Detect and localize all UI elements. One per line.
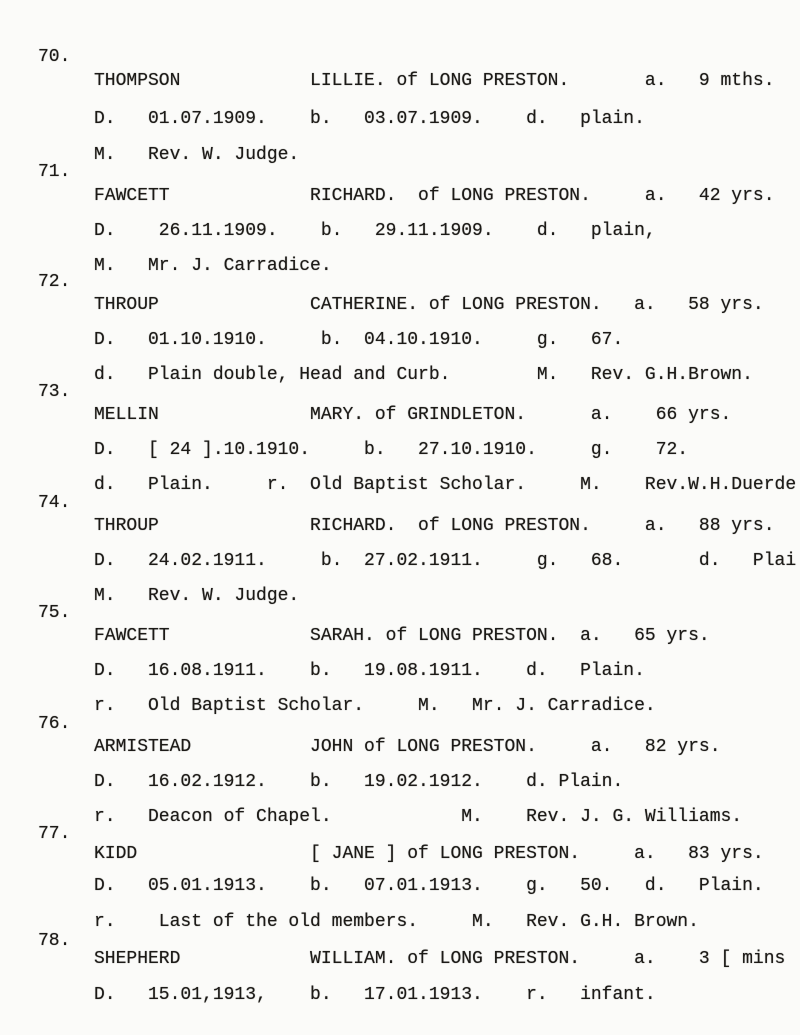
entry-line-dates: D. 15.01,1913, b. 17.01.1913. r. infant. bbox=[94, 985, 656, 1005]
entry-line-name: SHEPHERD WILLIAM. of LONG PRESTON. a. 3 [ mins bbox=[94, 949, 786, 969]
entry-line-name: KIDD [ JANE ] of LONG PRESTON. a. 83 yrs. bbox=[94, 844, 764, 864]
entry-line-details: M. Rev. W. Judge. bbox=[94, 586, 300, 606]
entry-number: 73. bbox=[38, 382, 71, 402]
entry-line-dates: D. 16.08.1911. b. 19.08.1911. d. Plain. bbox=[94, 661, 645, 681]
entry-line-dates: D. 16.02.1912. b. 19.02.1912. d. Plain. bbox=[94, 772, 624, 792]
entry-line-details: M. Rev. W. Judge. bbox=[94, 145, 300, 165]
entry-number: 78. bbox=[38, 931, 71, 951]
entry-number: 75. bbox=[38, 603, 71, 623]
entry-number: 76. bbox=[38, 714, 71, 734]
entry-line-name: ARMISTEAD JOHN of LONG PRESTON. a. 82 yrs. bbox=[94, 737, 721, 757]
entry-line-name: THROUP RICHARD. of LONG PRESTON. a. 88 yrs. bbox=[94, 516, 775, 536]
entry-line-details: r. Old Baptist Scholar. M. Mr. J. Carradice. bbox=[94, 696, 656, 716]
entry-line-name: FAWCETT RICHARD. of LONG PRESTON. a. 42 yrs. bbox=[94, 186, 775, 206]
entry-line-name: MELLIN MARY. of GRINDLETON. a. 66 yrs. bbox=[94, 405, 732, 425]
entry-line-dates: D. 24.02.1911. b. 27.02.1911. g. 68. d. Plai bbox=[94, 551, 797, 571]
entry-line-dates: D. 01.10.1910. b. 04.10.1910. g. 67. bbox=[94, 330, 624, 350]
entry-number: 70. bbox=[38, 47, 71, 67]
entry-line-name: THOMPSON LILLIE. of LONG PRESTON. a. 9 mths. bbox=[94, 71, 775, 91]
entry-line-details: d. Plain double, Head and Curb. M. Rev. G.H.Brown. bbox=[94, 365, 753, 385]
entry-line-name: FAWCETT SARAH. of LONG PRESTON. a. 65 yrs. bbox=[94, 626, 710, 646]
entry-line-dates: D. 01.07.1909. b. 03.07.1909. d. plain. bbox=[94, 109, 645, 129]
entry-line-details: r. Last of the old members. M. Rev. G.H. Brown. bbox=[94, 912, 699, 932]
entry-number: 71. bbox=[38, 162, 71, 182]
entry-number: 74. bbox=[38, 493, 71, 513]
entry-number: 72. bbox=[38, 272, 71, 292]
entry-line-dates: D. 26.11.1909. b. 29.11.1909. d. plain, bbox=[94, 221, 656, 241]
entry-line-dates: D. 05.01.1913. b. 07.01.1913. g. 50. d. Plain. bbox=[94, 876, 764, 896]
entry-line-details: M. Mr. J. Carradice. bbox=[94, 256, 332, 276]
entry-line-name: THROUP CATHERINE. of LONG PRESTON. a. 58 yrs. bbox=[94, 295, 764, 315]
entry-line-details: r. Deacon of Chapel. M. Rev. J. G. Williams. bbox=[94, 807, 743, 827]
entry-line-dates: D. [ 24 ].10.1910. b. 27.10.1910. g. 72. bbox=[94, 440, 689, 460]
entry-number: 77. bbox=[38, 824, 71, 844]
entry-line-details: d. Plain. r. Old Baptist Scholar. M. Rev.W.H.Duerde bbox=[94, 475, 797, 495]
